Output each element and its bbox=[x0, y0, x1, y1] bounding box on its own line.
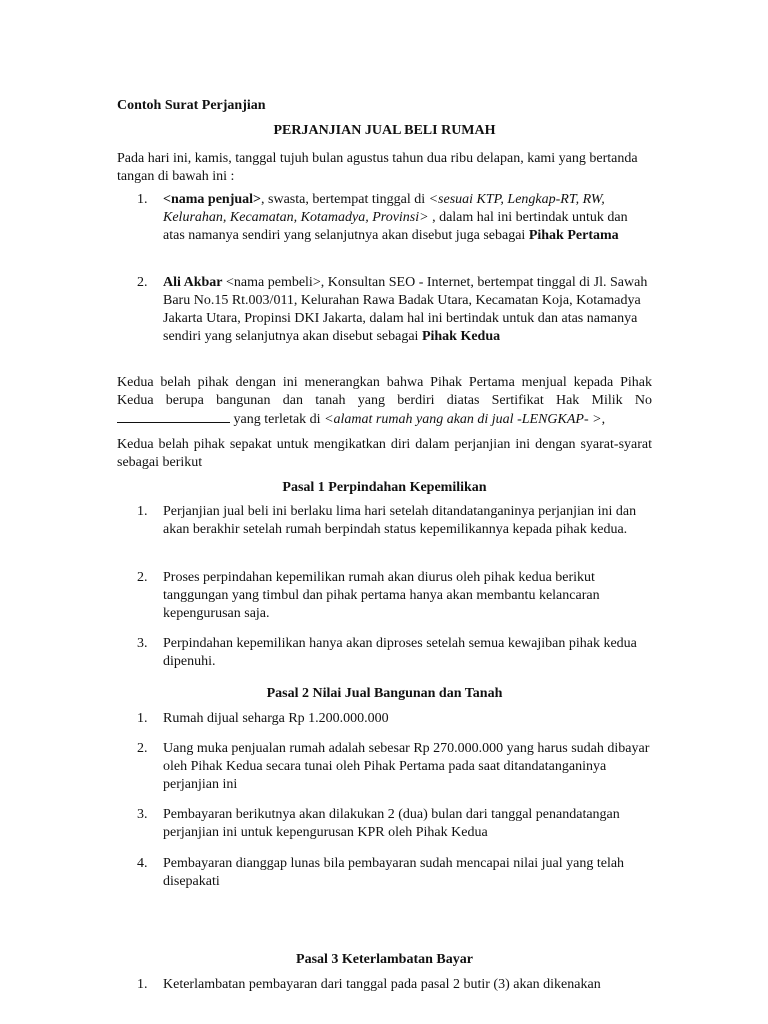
item-number: 1. bbox=[137, 504, 148, 519]
party-text-a: <nama pembeli>, Konsultan SEO - Internet, bertempat tinggal di Jl. Sawah Baru No.15 Rt.003/011, Kelurahan Rawa Badak Utara, Kecamatan Koja, Kotamadya Jakarta Utara, Propinsi DKI Jakarta, dalam hal ini bertindak untuk dan atas namanya sendiri yang selanjutnya akan disebut sebagai bbox=[163, 275, 648, 344]
party-number: 1. bbox=[137, 192, 148, 207]
item-text: Proses perpindahan kepemilikan rumah akan diurus oleh pihak kedua berikut tanggungan yang timbul dan pihak pertama hanya akan membantu kelancaran kepengurusan saja. bbox=[163, 570, 600, 621]
item-text: Pembayaran dianggap lunas bila pembayaran sudah mencapai nilai jual yang telah disepakati bbox=[163, 856, 625, 889]
item-number: 1. bbox=[137, 977, 148, 992]
pasal-1-item bbox=[137, 569, 652, 623]
pasal-1-heading: Pasal 1 Perpindahan Kepemilikan bbox=[282, 480, 487, 495]
party-text bbox=[163, 191, 652, 245]
item-number: 2. bbox=[137, 741, 148, 756]
pasal-3-item bbox=[137, 976, 652, 994]
item-text: Perjanjian jual beli ini berlaku lima hari setelah ditandatanganinya perjanjian ini dan akan berakhir setelah rumah berpindah status kepemilikannya kepada pihak kedua. bbox=[163, 504, 637, 537]
item-text: Perpindahan kepemilikan hanya akan diproses setelah semua kewajiban pihak kedua dipenuhi. bbox=[163, 636, 637, 669]
agreement-paragraph: Kedua belah pihak sepakat untuk mengikatkan diri dalam perjanjian ini dengan syarat-syarat sebagai berikut bbox=[117, 437, 652, 470]
party-name: <nama penjual> bbox=[163, 192, 262, 207]
pasal-1-item bbox=[137, 635, 652, 671]
intro-paragraph: Pada hari ini, kamis, tanggal tujuh bulan agustus tahun dua ribu delapan, kami yang bertanda tangan di bawah ini : bbox=[117, 151, 638, 184]
party-item-2 bbox=[137, 274, 652, 346]
statement-paragraph bbox=[117, 374, 652, 429]
property-address: <alamat rumah yang akan di jual -LENGKAP- > bbox=[324, 412, 602, 427]
party-text-a: , swasta, bertempat tinggal di bbox=[261, 192, 429, 207]
item-text: Rumah dijual seharga Rp 1.200.000.000 bbox=[163, 711, 389, 726]
pasal-2-item bbox=[137, 740, 652, 794]
party-text bbox=[163, 274, 652, 346]
document-label: Contoh Surat Perjanjian bbox=[117, 98, 266, 113]
item-text: Pembayaran berikutnya akan dilakukan 2 (dua) bulan dari tanggal penandatangan perjanjian ini untuk kepengurusan KPR oleh Pihak Kedua bbox=[163, 807, 620, 840]
statement-part-3: , bbox=[601, 412, 606, 427]
party-role: Pihak Kedua bbox=[421, 329, 501, 344]
item-number: 2. bbox=[137, 570, 148, 585]
certificate-number-blank bbox=[117, 410, 230, 423]
item-number: 1. bbox=[137, 711, 148, 726]
pasal-2-heading: Pasal 2 Nilai Jual Bangunan dan Tanah bbox=[266, 686, 503, 701]
document-title: PERJANJIAN JUAL BELI RUMAH bbox=[273, 123, 496, 138]
party-name: Ali Akbar bbox=[163, 275, 223, 290]
pasal-2-item bbox=[137, 855, 652, 891]
item-text: Uang muka penjualan rumah adalah sebesar Rp 270.000.000 yang harus sudah dibayar oleh Pihak Kedua secara tunai oleh Pihak Pertama pada saat ditandatanganinya perjanjian ini bbox=[163, 741, 650, 792]
party-address: <sesuai KTP, Lengkap-RT, RW, Kelurahan, Kecamatan, Kotamadya, Provinsi> bbox=[163, 192, 605, 225]
pasal-3-heading: Pasal 3 Keterlambatan Bayar bbox=[296, 952, 473, 967]
pasal-1-item bbox=[137, 503, 652, 539]
party-text-b: , dalam hal ini bertindak untuk dan atas namanya sendiri yang selanjutnya akan disebut juga sebagai bbox=[163, 210, 628, 243]
pasal-2-item bbox=[137, 710, 652, 728]
item-number: 4. bbox=[137, 856, 148, 871]
party-role: Pihak Pertama bbox=[528, 228, 619, 243]
statement-part-1: Kedua belah pihak dengan ini menerangkan bahwa Pihak Pertama menjual kepada Pihak Kedua berupa bangunan dan tanah yang berdiri diatas Sertifikat Hak Milik No bbox=[117, 375, 652, 408]
statement-part-2: yang terletak di bbox=[230, 412, 325, 427]
pasal-2-item bbox=[137, 806, 652, 842]
item-number: 3. bbox=[137, 807, 148, 822]
party-number: 2. bbox=[137, 275, 148, 290]
party-item-1 bbox=[137, 191, 652, 245]
item-text: Keterlambatan pembayaran dari tanggal pada pasal 2 butir (3) akan dikenakan bbox=[163, 977, 601, 992]
item-number: 3. bbox=[137, 636, 148, 651]
